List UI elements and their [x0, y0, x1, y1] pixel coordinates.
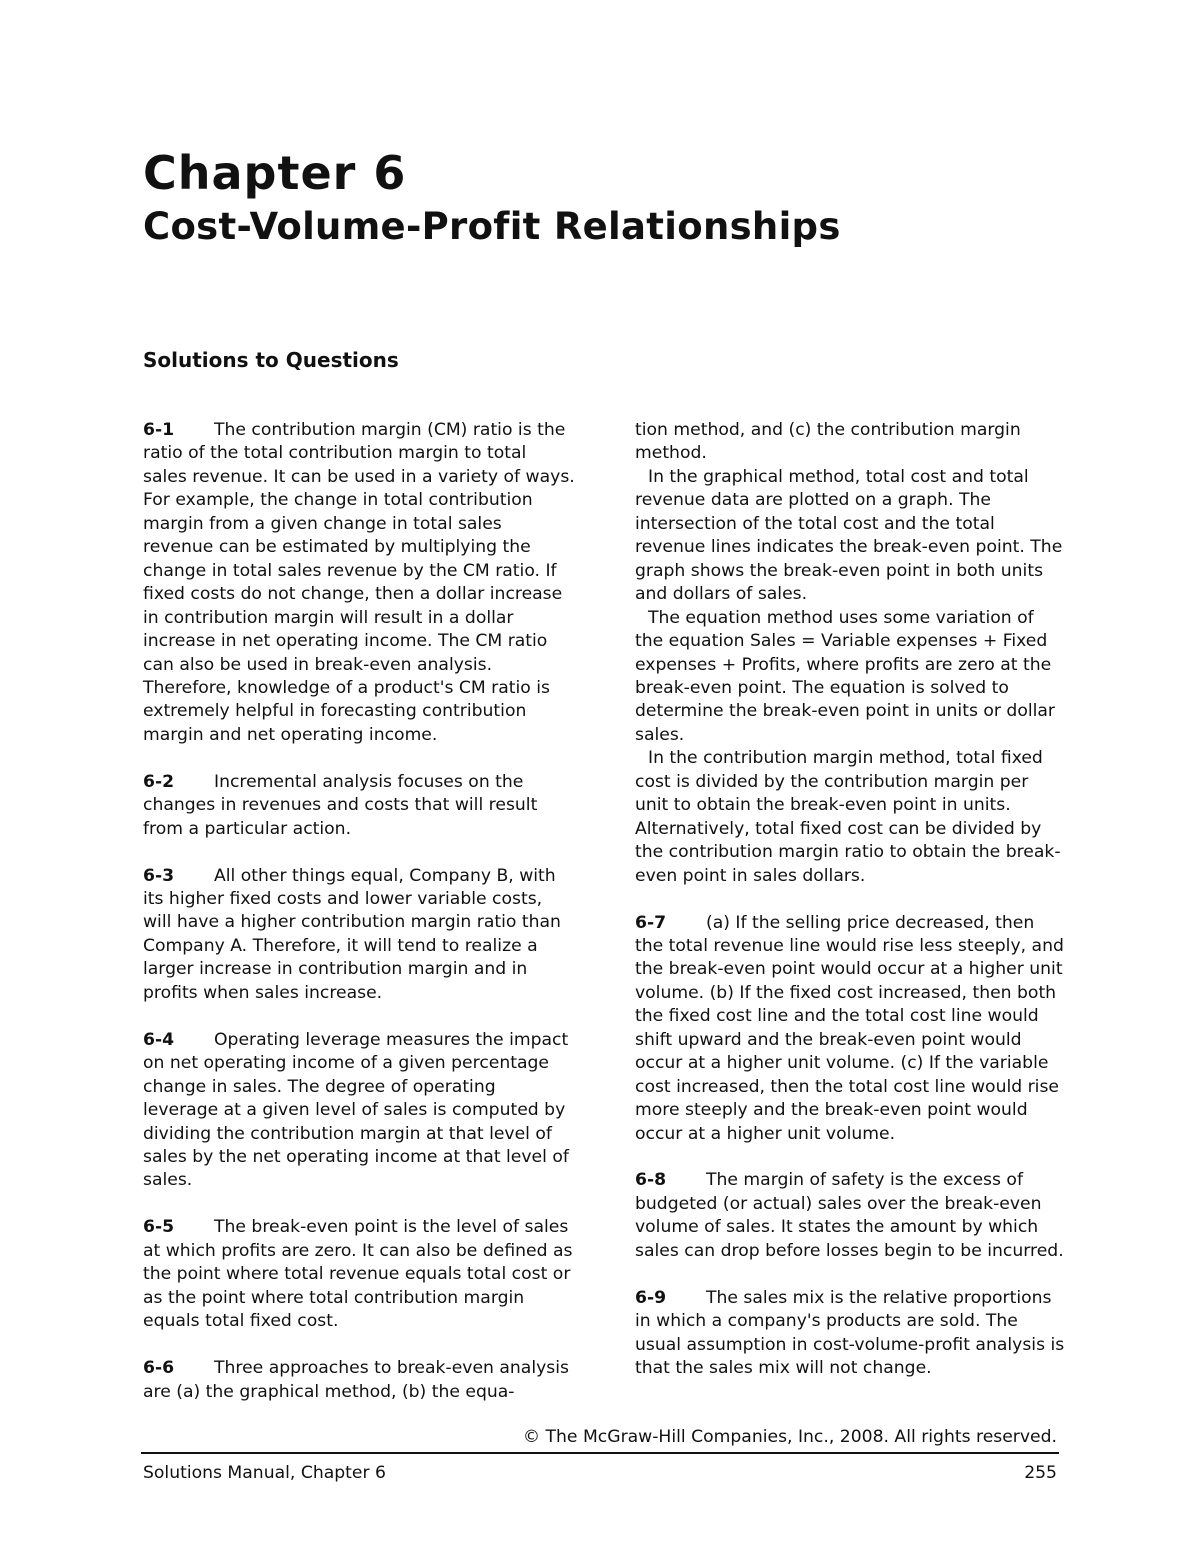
graphical-method-paragraph: In the graphical method, total cost and total revenue data are plotted on a graph. The intersection of the total cost and the total revenue lines indicates the break-even point. The graph shows the break-even point in both units and dollars of sales. — [635, 466, 1063, 605]
chapter-subtitle: Cost-Volume-Profit Relationships — [143, 205, 841, 248]
question-6-2 — [143, 771, 575, 841]
footer-divider — [141, 1452, 1059, 1454]
question-answer: All other things equal, Company B, with its higher fixed costs and lower variable costs, will have a higher contribution margin ratio than Company A. Therefore, it will tend to realize a larger increase in contribution margin and in profits when sales increase. — [143, 865, 561, 1003]
question-6-3 — [143, 865, 575, 1006]
question-answer: The margin of safety is the excess of budgeted (or actual) sales over the break-even volume of sales. It states the amount by which sales can drop before losses begin to be incurred. — [635, 1170, 1064, 1261]
question-6-5 — [143, 1216, 575, 1333]
question-answer: Operating leverage measures the impact on net operating income of a given percentage change in sales. The degree of operating leverage at a given level of sales is computed by dividing the contribution margin at that level of sales by the net operating income at that level of sales. — [143, 1029, 569, 1191]
footer-manual-title: Solutions Manual, Chapter 6 — [143, 1463, 386, 1483]
equation-method-paragraph: The equation method uses some variation of the equation Sales = Variable expenses + Fixed expenses + Profits, where profits are zero at the break-even point. The equation is solved to determine the break-even point in units or dollar sales. — [635, 607, 1055, 745]
chapter-title: Chapter 6 — [143, 146, 407, 200]
page-number: 255 — [1024, 1463, 1057, 1483]
question-answer: Incremental analysis focuses on the changes in revenues and costs that will result from a particular action. — [143, 771, 538, 839]
question-6-6 — [143, 1357, 575, 1404]
question-answer: Three approaches to break-even analysis are (a) the graphical method, (b) the equa- — [143, 1358, 569, 1402]
section-heading: Solutions to Questions — [143, 348, 399, 372]
question-number: 6-8 — [635, 1170, 667, 1191]
question-number: 6-5 — [143, 1217, 175, 1238]
question-answer: (a) If the selling price decreased, then the total revenue line would rise less steeply, and the break-even point would occur at a higher unit volume. (b) If the fixed cost increased, then both the fixed cost line and the total cost line would shift upward and the break-even point would occur at a higher unit volume. (c) If the variable cost increased, then the total cost line would rise more steeply and the break-even point would occur at a higher unit volume. — [635, 912, 1064, 1144]
question-answer: The sales mix is the relative proportions in which a company's products are sold. The usual assumption in cost-volume-profit analysis is that the sales mix will not change. — [635, 1287, 1065, 1379]
question-number: 6-6 — [143, 1358, 175, 1379]
question-6-1 — [143, 419, 575, 747]
contribution-margin-method-paragraph: In the contribution margin method, total fixed cost is divided by the contribution margin per unit to obtain the break-even point in units. Alternatively, total fixed cost can be divided by the contribution margin ratio to obtain the break-even point in sales dollars. — [635, 748, 1061, 886]
question-number: 6-1 — [143, 420, 175, 440]
right-column — [635, 419, 1067, 1381]
question-6-9 — [635, 1287, 1067, 1381]
question-6-8 — [635, 1169, 1067, 1263]
question-number: 6-4 — [143, 1029, 175, 1050]
question-number: 6-2 — [143, 771, 175, 792]
question-6-4 — [143, 1029, 575, 1193]
question-answer: The break-even point is the level of sales at which profits are zero. It can also be defined as the point where total revenue equals total cost or as the point where total contribution margin equals total fixed cost. — [143, 1217, 573, 1332]
question-number: 6-7 — [635, 912, 667, 933]
question-answer: The contribution margin (CM) ratio is the ratio of the total contribution margin to total sales revenue. It can be used in a variety of ways. For example, the change in total contribution margin from a given change in total sales revenue can be estimated by multiplying the change in total sales revenue by the CM ratio. If fixed costs do not change, then a dollar increase in contribution margin will result in a dollar increase in net operating income. The CM ratio can also be used in break-even analysis. Therefore, knowledge of a product's CM ratio is extremely helpful in forecasting contribution margin and net operating income. — [143, 420, 575, 745]
question-number: 6-3 — [143, 865, 175, 886]
question-6-6-continued: tion method, and (c) the contribution margin method. — [635, 420, 1021, 464]
left-column — [143, 419, 575, 1404]
copyright-notice: © The McGraw-Hill Companies, Inc., 2008. All rights reserved. — [522, 1427, 1057, 1447]
question-6-7 — [635, 912, 1067, 1147]
question-number: 6-9 — [635, 1287, 667, 1308]
